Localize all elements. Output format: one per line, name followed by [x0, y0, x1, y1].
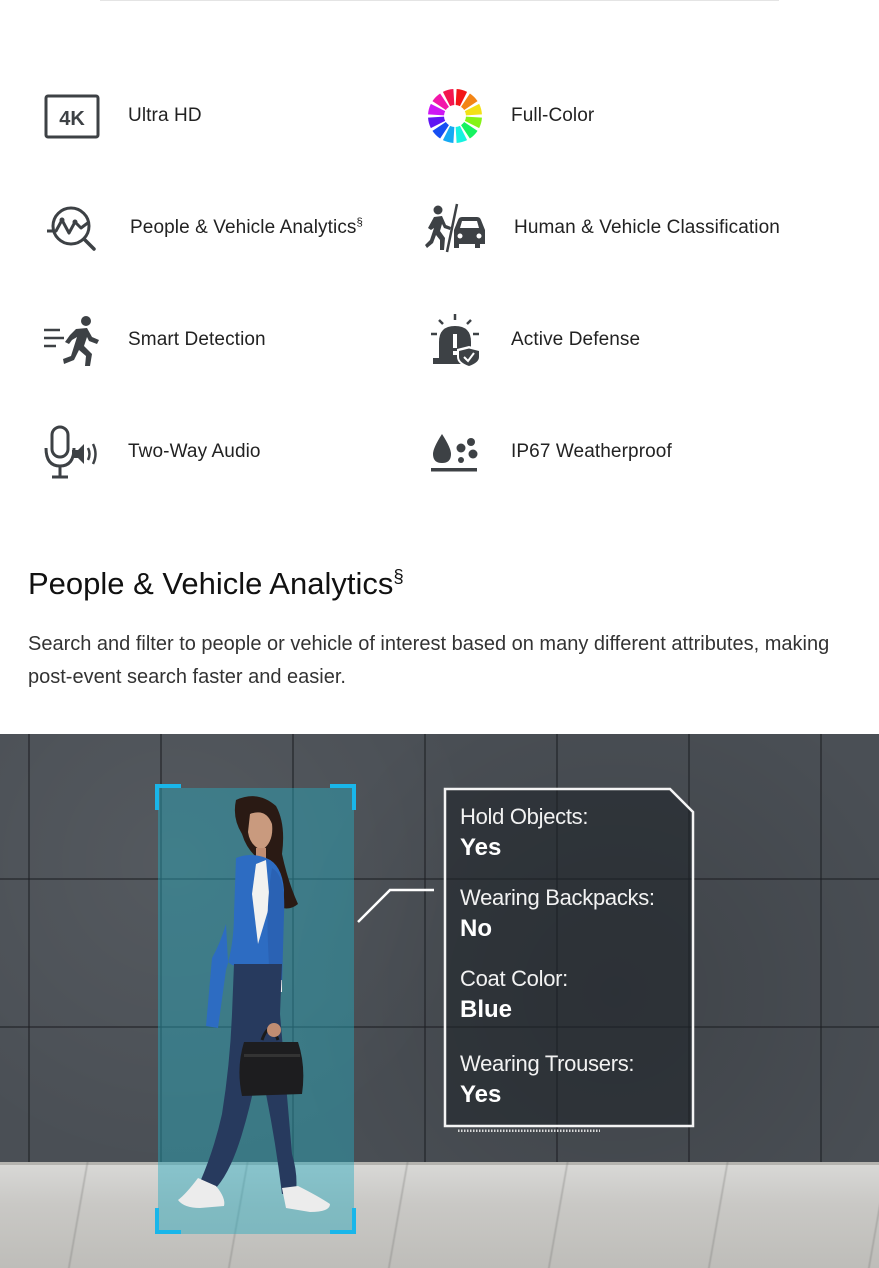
human-vehicle-icon: [425, 198, 485, 258]
attribute-wearing-backpacks: [460, 885, 655, 943]
feature-label: Full-Color: [511, 105, 595, 126]
siren-shield-icon: [425, 310, 485, 370]
feature-label: Human & Vehicle Classification: [514, 217, 780, 238]
feature-label: Ultra HD: [128, 105, 202, 126]
detection-bracket-top-right: [330, 784, 356, 810]
section-description: Search and filter to people or vehicle of interest based on many different attributes, making post-event search faster and easier.: [28, 633, 830, 688]
footnote-mark: §: [356, 216, 363, 229]
microphone-speaker-icon: [42, 422, 102, 482]
color-wheel-icon: [425, 86, 485, 146]
attribute-value: Yes: [460, 1081, 502, 1108]
attribute-coat-color: [460, 966, 568, 1024]
analytics-demo-image: [0, 734, 879, 1268]
analytics-search-icon: [42, 198, 102, 258]
feature-people-vehicle-analytics: [42, 196, 363, 260]
section-title: [28, 566, 404, 602]
attribute-key: Coat Color:: [460, 966, 568, 991]
attribute-key: Wearing Trousers:: [460, 1051, 635, 1076]
feature-full-color: [425, 84, 594, 148]
feature-smart-detection: [42, 308, 266, 372]
footnote-mark: §: [393, 565, 404, 587]
feature-label: Smart Detection: [128, 329, 266, 350]
feature-label-text: People & Vehicle Analytics: [130, 217, 357, 238]
feature-grid: [0, 0, 879, 520]
feature-label: Two-Way Audio: [128, 441, 261, 462]
connector-line: [356, 884, 438, 926]
4k-icon: [42, 86, 102, 146]
feature-ip67-weatherproof: [425, 420, 672, 484]
attribute-value: No: [460, 915, 492, 942]
water-drops-icon: [425, 422, 485, 482]
feature-label: [130, 217, 363, 239]
attribute-key: Wearing Backpacks:: [460, 885, 655, 910]
attribute-value: Blue: [460, 996, 513, 1023]
walking-woman-figure: [170, 794, 350, 1234]
feature-ultra-hd: [42, 84, 202, 148]
detection-bracket-top-left: [155, 784, 181, 810]
attribute-key: Hold Objects:: [460, 804, 589, 829]
4k-icon-text: 4K: [59, 108, 85, 130]
attribute-wearing-trousers: [460, 1051, 634, 1109]
feature-label: Active Defense: [511, 329, 641, 350]
section-title-text: People & Vehicle Analytics: [28, 566, 394, 601]
attribute-panel: [440, 786, 696, 1126]
feature-label: IP67 Weatherproof: [511, 441, 672, 462]
running-person-icon: [42, 310, 102, 370]
feature-active-defense: [425, 308, 640, 372]
pavement-joints: [0, 1162, 879, 1268]
attribute-hold-objects: [460, 804, 588, 862]
feature-human-vehicle-classification: [425, 196, 780, 260]
detection-bracket-bottom-right: [330, 1208, 356, 1234]
detection-bracket-bottom-left: [155, 1208, 181, 1234]
feature-two-way-audio: [42, 420, 261, 484]
attribute-value: Yes: [460, 834, 502, 861]
